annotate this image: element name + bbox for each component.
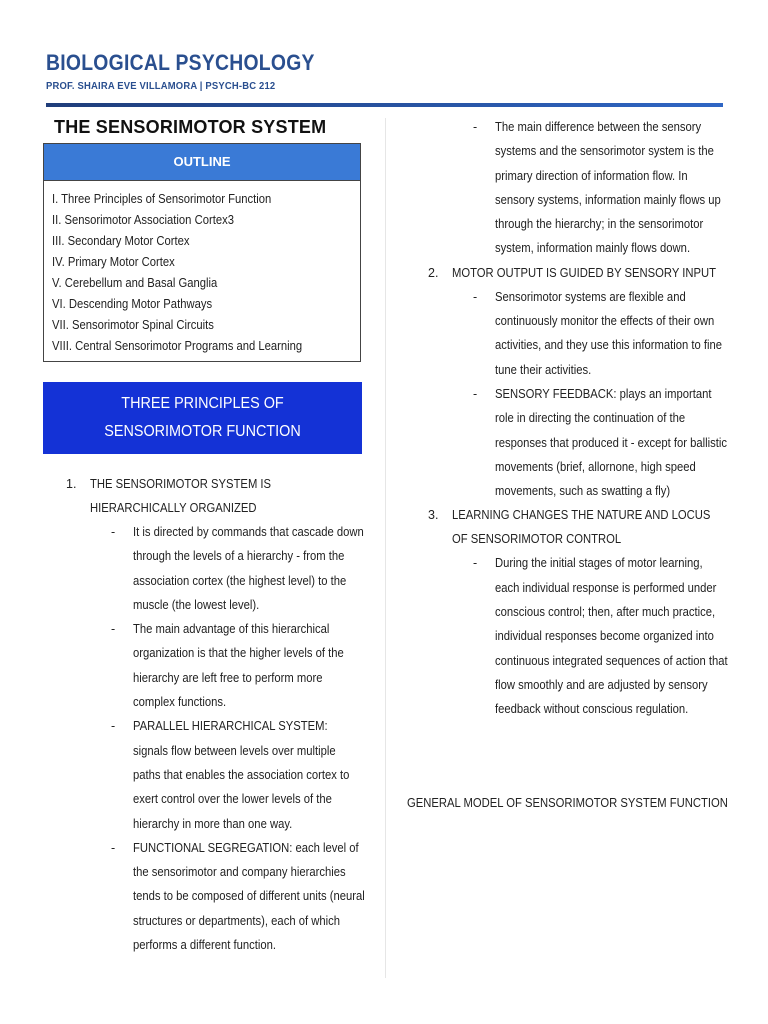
principle-1-points — [66, 520, 366, 957]
principle-title: MOTOR OUTPUT IS GUIDED BY SENSORY INPUT — [452, 265, 717, 280]
principle-number: 2. — [428, 265, 439, 280]
principle-1 — [66, 472, 366, 520]
dash-marker: - — [473, 386, 478, 401]
principle-3 — [428, 503, 728, 551]
outline-item: II. Sensorimotor Association Cortex3 — [52, 213, 234, 227]
outline-item: VIII. Central Sensorimotor Programs and Learning — [52, 339, 303, 353]
column-divider — [385, 118, 386, 978]
dash-marker: - — [473, 289, 478, 304]
section-title: THE SENSORIMOTOR SYSTEM — [54, 117, 327, 137]
section-banner — [43, 382, 362, 454]
right-column — [428, 115, 728, 722]
bullet-point — [473, 382, 728, 503]
outline-list — [44, 181, 360, 357]
bullet-point — [473, 551, 728, 721]
model-heading: GENERAL MODEL OF SENSORIMOTOR SYSTEM FUNCTION — [407, 796, 728, 810]
bullet-point — [111, 617, 366, 714]
bullet-text: The main advantage of this hierarchical organization is that the higher levels of the hierarchy are left free to perform more complex functions. — [133, 622, 344, 710]
course-subtitle: PROF. SHAIRA EVE VILLAMORA | PSYCH-BC 212 — [46, 80, 276, 92]
principle-number: 3. — [428, 508, 439, 523]
bullet-text: During the initial stages of motor learning, each individual response is performed under conscious control; then, after much practice, individual responses become organized into continuous integrated sequences of action that flow smoothly and are adjusted by sensory feedback without conscious regulation. — [495, 556, 728, 717]
bullet-point — [473, 285, 728, 382]
dash-marker: - — [111, 622, 116, 637]
principle-3-points — [428, 551, 728, 721]
banner-text: THREE PRINCIPLES OF SENSORIMOTOR FUNCTION — [104, 395, 301, 440]
left-column — [66, 472, 366, 957]
bullet-text: The main difference between the sensory systems and the sensorimotor system is the primary direction of information flow. In sensory systems, information mainly flows up through the hierarchy; in the sensorimotor system, information mainly flows down. — [495, 120, 721, 256]
bullet-point — [473, 115, 728, 261]
dash-marker: - — [473, 556, 478, 571]
principle-number: 1. — [66, 477, 77, 491]
outline-item: I. Three Principles of Sensorimotor Function — [52, 192, 272, 206]
outline-item: III. Secondary Motor Cortex — [52, 234, 190, 248]
outline-item: VI. Descending Motor Pathways — [52, 297, 213, 311]
bullet-point — [111, 520, 366, 617]
dash-marker: - — [473, 120, 478, 134]
bullet-text: Sensorimotor systems are flexible and continuously monitor the effects of their own activities, and they use this information to fine tune their activities. — [495, 289, 722, 377]
bullet-text: SENSORY FEEDBACK: plays an important role in directing the continuation of the responses that produced it - except for ballistic movements (brief, allornone, high speed movements, such as swatting a fly) — [495, 386, 728, 499]
outline-item: VII. Sensorimotor Spinal Circuits — [52, 318, 214, 332]
dash-marker: - — [111, 840, 116, 855]
course-title: BIOLOGICAL PSYCHOLOGY — [46, 50, 315, 75]
bullet-point — [111, 836, 366, 957]
outline-box — [43, 143, 361, 362]
principle-title: THE SENSORIMOTOR SYSTEM IS HIERARCHICALLY ORGANIZED — [90, 477, 272, 515]
bullet-point — [111, 714, 366, 835]
principle-title: LEARNING CHANGES THE NATURE AND LOCUS OF SENSORIMOTOR CONTROL — [452, 508, 711, 547]
outline-item: IV. Primary Motor Cortex — [52, 255, 175, 269]
outline-item: V. Cerebellum and Basal Ganglia — [52, 276, 218, 290]
principle-2 — [428, 261, 728, 285]
carry-over-points — [428, 115, 728, 261]
principle-2-points — [428, 285, 728, 504]
bullet-text: PARALLEL HIERARCHICAL SYSTEM: signals flow between levels over multiple paths that enables the association cortex to exert control over the lower levels of the hierarchy in more than one way. — [133, 719, 350, 831]
dash-marker: - — [111, 719, 116, 734]
bullet-text: It is directed by commands that cascade down through the levels of a hierarchy - from the association cortex (the highest level) to the muscle (the lowest level). — [133, 525, 364, 612]
header-divider — [46, 103, 723, 107]
bullet-text: FUNCTIONAL SEGREGATION: each level of the sensorimotor and company hierarchies tends to be composed of different units (neural structures or departments), each of which performs a different function. — [133, 840, 365, 953]
outline-heading: OUTLINE — [44, 144, 360, 181]
dash-marker: - — [111, 525, 116, 539]
